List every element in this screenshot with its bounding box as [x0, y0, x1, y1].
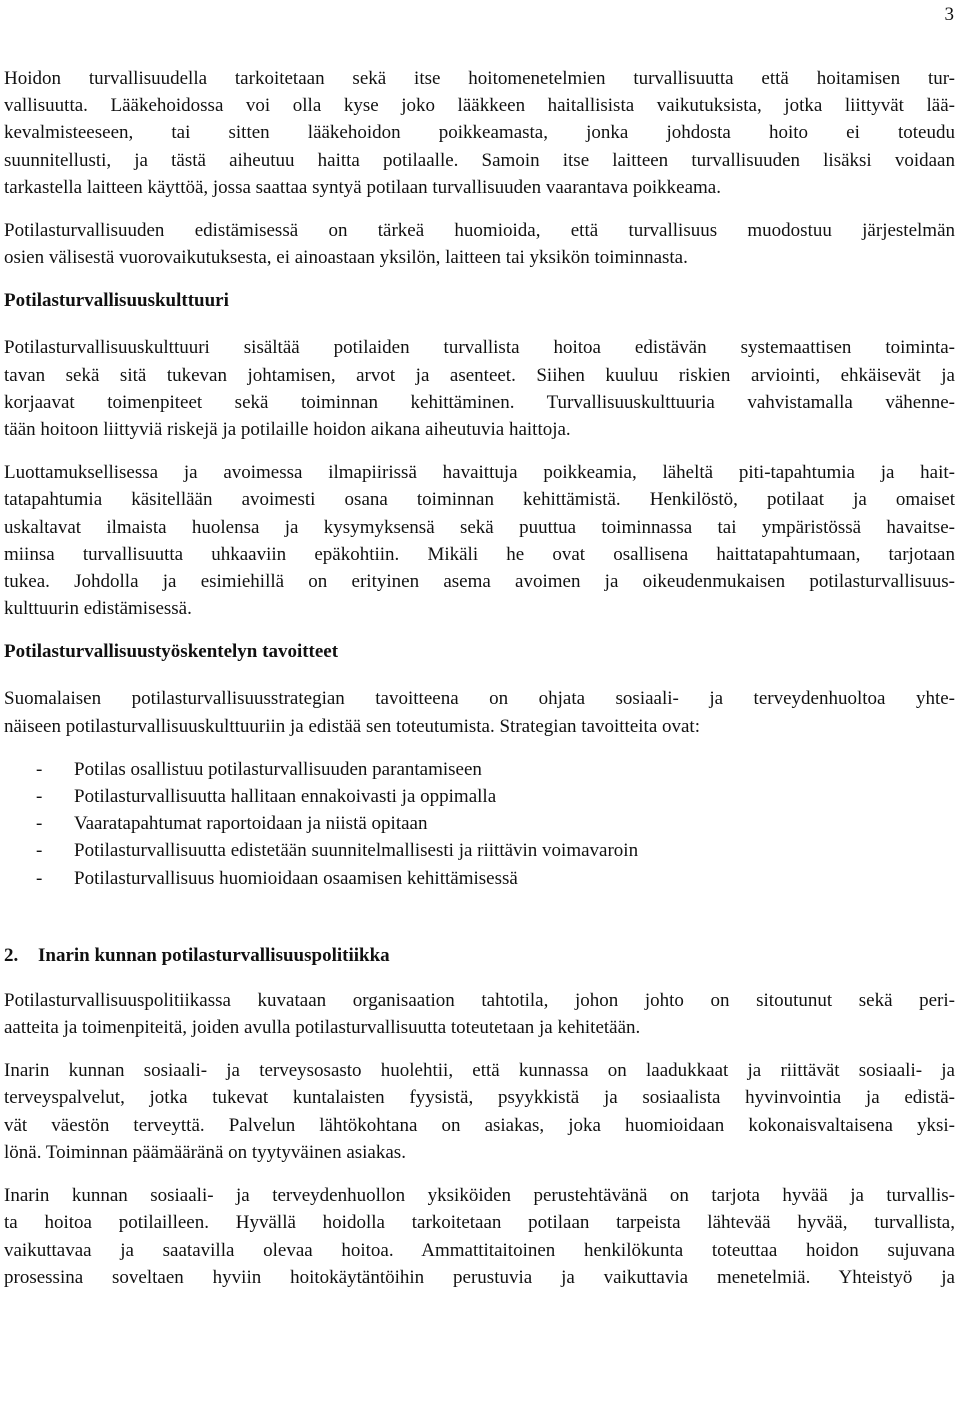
text-line: Potilasturvallisuuspolitiikassa kuvataan organisaation tahtotila, johon johto on sitoutunut sekä peri- — [4, 989, 955, 1011]
text-line: tatapahtumia käsitellään avoimesti osana toiminnan kehittämistä. Henkilöstö, potilaat ja omaiset — [4, 489, 955, 511]
list-item — [36, 865, 955, 892]
culture-paragraph-2 — [4, 459, 955, 622]
policy-heading-text: Inarin kunnan potilasturvallisuuspolitiikka — [38, 944, 390, 966]
goals-list — [4, 756, 955, 892]
text-line: ta hoitoa potilailleen. Hyvällä hoidolla tarkoitetaan potilaan tarpeista lähtevää hyvää, turvallista, — [4, 1212, 955, 1234]
policy-paragraph-3 — [4, 1182, 955, 1291]
list-item-text: Potilasturvallisuutta edistetään suunnitelmallisesti ja riittävin voimavaroin — [74, 840, 639, 862]
intro-paragraph-1 — [4, 65, 955, 201]
text-line: korjaavat toimenpiteet sekä toiminnan kehittäminen. Turvallisuuskulttuuria vahvistamalla vähenne- — [4, 391, 955, 413]
text-line: tarkastella laitteen käyttöä, jossa saattaa syntyä potilaan turvallisuuden vaarantava poikkeama. — [4, 176, 721, 198]
list-item-text: Vaaratapahtumat raportoidaan ja niistä opitaan — [74, 813, 428, 835]
text-line: terveyspalvelut, jotka tukevat kuntalaisten fyysistä, psyykkistä ja sosiaalista hyvinvointia ja edistä- — [4, 1087, 955, 1109]
intro-paragraph-2 — [4, 217, 955, 271]
policy-paragraph-1 — [4, 987, 955, 1041]
text-line: uskaltavat ilmaista huolensa ja kysymyksensä sekä puuttua toiminnassa tai ympäristössä havaitse- — [4, 516, 955, 538]
text-line: kevalmisteeseen, tai sitten lääkehoidon poikkeamasta, jonka johdosta hoito ei toteudu — [4, 122, 955, 144]
text-line: aatteita ja toimenpiteitä, joiden avulla potilasturvallisuutta toteutetaan ja kehitetään. — [4, 1017, 641, 1039]
dash-bullet: - — [36, 786, 43, 808]
text-line: Inarin kunnan sosiaali- ja terveydenhuollon yksiköiden perustehtävänä on tarjota hyvää ja turvallis- — [4, 1185, 955, 1207]
list-item — [36, 837, 955, 864]
dash-bullet: - — [36, 813, 43, 835]
list-item — [36, 783, 955, 810]
list-item — [36, 756, 955, 783]
document-body — [4, 65, 955, 1307]
goals-paragraph-1 — [4, 685, 955, 739]
text-line: osien välisestä vuorovaikutuksesta, ei ainoastaan yksilön, laitteen tai yksikön toiminnasta. — [4, 247, 688, 269]
text-line: kulttuurin edistämisessä. — [4, 598, 192, 620]
list-item-text: Potilas osallistuu potilasturvallisuuden parantamiseen — [74, 758, 482, 780]
page-number: 3 — [944, 4, 954, 25]
text-line: suunnitellusti, ja tästä aiheutuu haitta potilaalle. Samoin itse laitteen turvallisuuden lisäksi voidaan — [4, 149, 955, 171]
list-item — [36, 810, 955, 837]
culture-heading: Potilasturvallisuuskulttuuri — [4, 290, 229, 312]
text-line: Inarin kunnan sosiaali- ja terveysosasto huolehtii, että kunnassa on laadukkaat ja riittävät sosiaali- ja — [4, 1060, 955, 1082]
text-line: tavan sekä sitä tukevan johtamisen, arvot ja asenteet. Siihen kuuluu riskien arviointi, ehkäisevät ja — [4, 364, 955, 386]
list-item-text: Potilasturvallisuus huomioidaan osaamisen kehittämisessä — [74, 867, 518, 889]
text-line: Suomalaisen potilasturvallisuusstrategian tavoitteena on ohjata sosiaali- ja terveydenhuoltoa yhte- — [4, 688, 955, 710]
text-line: vät väestön terveyttä. Palvelun lähtökohtana on asiakas, joka huomioidaan kokonaisvaltaisena yksi- — [4, 1114, 955, 1136]
text-line: Luottamuksellisessa ja avoimessa ilmapiirissä havaittuja poikkeamia, läheltä piti-tapahtumia ja hait- — [4, 462, 955, 484]
culture-paragraph-1 — [4, 334, 955, 443]
text-line: Potilasturvallisuuden edistämisessä on tärkeä huomioida, että turvallisuus muodostuu järjestelmän — [4, 220, 955, 242]
text-line: lönä. Toiminnan päämääränä on tyytyväinen asiakas. — [4, 1141, 406, 1163]
text-line: näiseen potilasturvallisuuskulttuuriin ja edistää sen toteutumista. Strategian tavoitteita ovat: — [4, 715, 700, 737]
text-line: vallisuutta. Lääkehoidossa voi olla kyse joko lääkkeen haitallisista vaikutuksista, jotka liittyvät lää- — [4, 95, 955, 117]
text-line: prosessina soveltaen hyviin hoitokäytäntöihin perustuvia ja vaikuttavia menetelmiä. Yhteistyö ja — [4, 1266, 955, 1288]
text-line: tukea. Johdolla ja esimiehillä on erityinen asema avoimen ja oikeudenmukaisen potilasturvallisuus- — [4, 571, 955, 593]
dash-bullet: - — [36, 758, 43, 780]
policy-paragraph-2 — [4, 1057, 955, 1166]
text-line: Hoidon turvallisuudella tarkoitetaan sekä itse hoitomenetelmien turvallisuutta että hoitamisen tur- — [4, 68, 955, 89]
text-line: Potilasturvallisuuskulttuuri sisältää potilaiden turvallista hoitoa edistävän systemaattisen toiminta- — [4, 337, 955, 359]
list-item-text: Potilasturvallisuutta hallitaan ennakoivasti ja oppimalla — [74, 786, 497, 808]
dash-bullet: - — [36, 867, 43, 889]
policy-heading — [4, 942, 955, 969]
section-number: 2. — [4, 944, 19, 966]
text-line: vaikuttavaa ja saatavilla olevaa hoitoa. Ammattitaitoinen henkilökunta toteuttaa hoidon sujuvana — [4, 1239, 955, 1261]
goals-heading: Potilasturvallisuustyöskentelyn tavoitteet — [4, 641, 339, 663]
text-line: miinsa turvallisuutta uhkaaviin epäkohtiin. Mikäli he ovat osallisena haittatapahtumaan, tarjotaan — [4, 543, 955, 565]
text-line: tään hoitoon liittyviä riskejä ja potilaille hoidon aikana aiheutuvia haittoja. — [4, 419, 571, 441]
dash-bullet: - — [36, 840, 43, 862]
